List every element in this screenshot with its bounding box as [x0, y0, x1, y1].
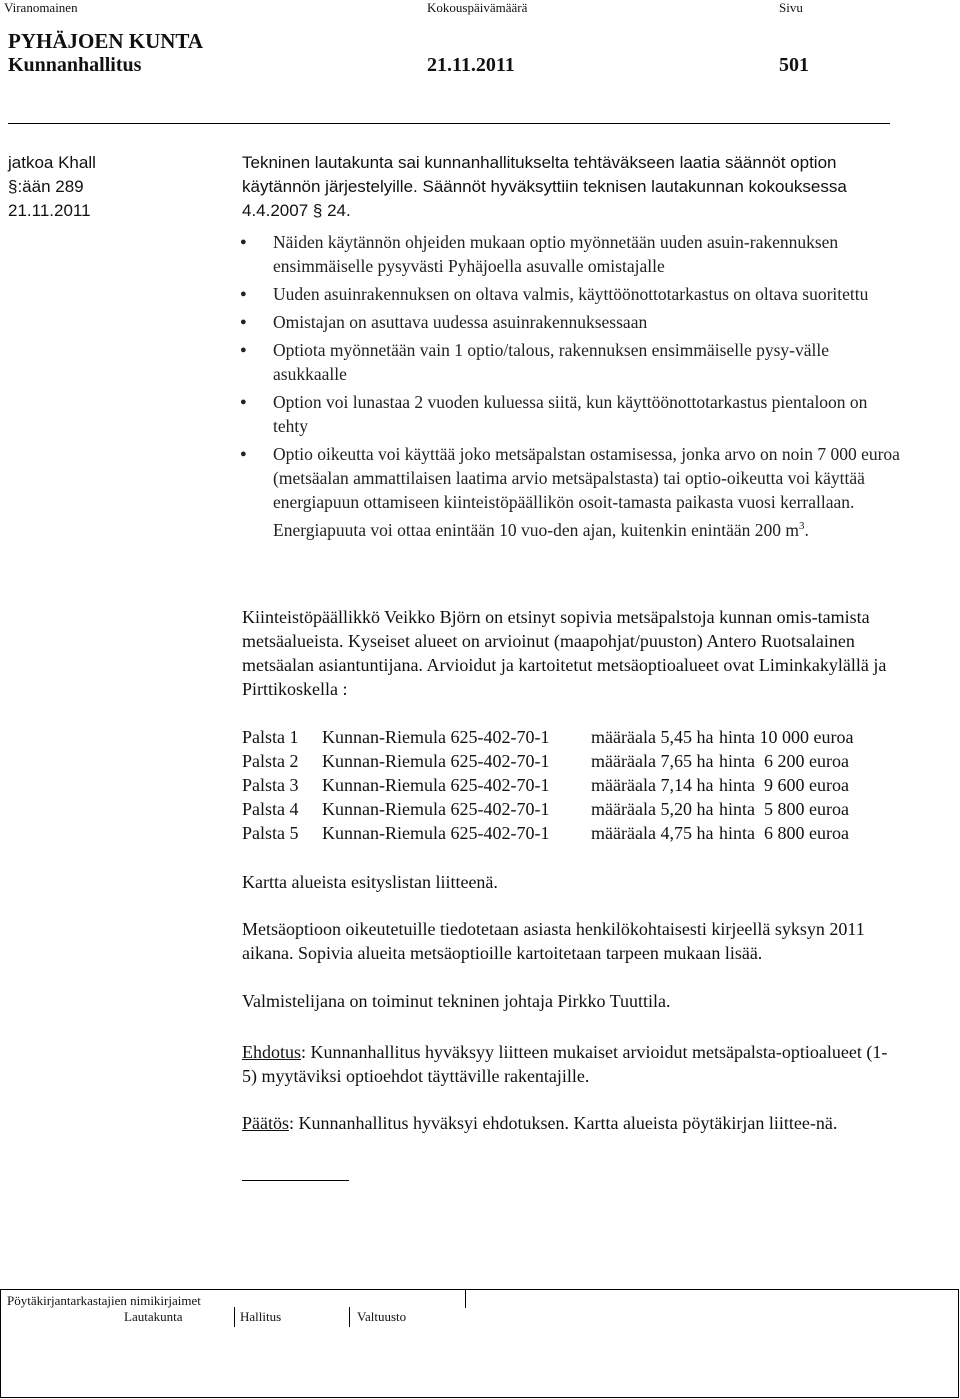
rules-list [240, 230, 900, 546]
rule-item: ● Optiota myönnetään vain 1 optio/talous, rakennuksen ensimmäiselle pysy-välle asukkaalle [240, 338, 900, 386]
plot-area: määräala 7,14 ha [591, 775, 714, 795]
page-number: 501 [779, 54, 809, 76]
table-row [242, 725, 853, 749]
footer-divider [465, 1290, 466, 1308]
label-page: Sivu [779, 0, 803, 15]
plot-area: määräala 5,45 ha [591, 727, 714, 747]
table-row [242, 797, 853, 821]
footer-divider [234, 1307, 235, 1327]
rule-item: ● Näiden käytännön ohjeiden mukaan optio myönnetään uuden asuin-rakennuksen ensimmäiselle pysyvästi Pyhäjoella asuvalle omistajalle [240, 230, 900, 278]
footer-col-council: Valtuusto [357, 1309, 407, 1324]
plot-area: määräala 4,75 ha [591, 823, 714, 843]
notice-paragraph: Metsäoptioon oikeutetuille tiedotetaan asiasta henkilökohtaisesti kirjeellä syksyn 2011 aikana. Sopivia alueita metsäoptioille kartoitetaan tarpeen mukaan lisää. [242, 919, 865, 963]
section-ref-line1: jatkoa Khall [8, 153, 96, 172]
plot-name: Palsta 2 [242, 751, 299, 771]
plot-price: hinta 6 800 euroa [719, 823, 849, 843]
plot-name: Palsta 4 [242, 799, 299, 819]
decision-label: Päätös [242, 1113, 289, 1133]
plot-name: Palsta 3 [242, 775, 299, 795]
plot-name: Palsta 5 [242, 823, 299, 843]
preparer-paragraph: Valmistelijana on toiminut tekninen johtaja Pirkko Tuuttila. [242, 991, 671, 1011]
intro-paragraph [242, 151, 922, 223]
decision-paragraph [242, 1111, 892, 1135]
rule-end: . [804, 519, 809, 540]
label-officer: Viranomainen [4, 0, 78, 15]
plot-area: määräala 7,65 ha [591, 751, 714, 771]
footer-box [0, 1289, 959, 1398]
rule-item: ● Option voi lunastaa 2 vuoden kuluessa siitä, kun käyttöönottotarkastus pientaloon on tehty [240, 390, 900, 438]
proposal-label: Ehdotus [242, 1042, 302, 1062]
footer-title: Pöytäkirjantarkastajien nimikirjaimet [7, 1293, 201, 1308]
rule-item [240, 442, 900, 542]
plot-price: hinta 9 600 euroa [719, 775, 849, 795]
plot-property: Kunnan-Riemula 625-402-70-1 [322, 727, 550, 747]
organization-name: PYHÄJOEN KUNTA [8, 29, 204, 53]
table-row [242, 821, 853, 845]
proposal-text: : Kunnanhallitus hyväksyy liitteen mukaiset arvioidut metsäpalsta-optioalueet (1-5) myytäviksi optioehdot täyttäville rakentajille. [242, 1042, 888, 1086]
intro-line1: Tekninen lautakunta sai kunnanhallitukselta tehtäväkseen laatia säännöt option [242, 153, 837, 172]
footer-divider [349, 1307, 350, 1327]
plot-property: Kunnan-Riemula 625-402-70-1 [322, 823, 550, 843]
footer-col-government: Hallitus [240, 1309, 282, 1324]
survey-paragraph: Kiinteistöpäällikkö Veikko Björn on etsinyt sopivia metsäpalstoja kunnan omis-tamista metsäalueista. Kyseiset alueet on arvioinut (maapohjat/puuston) Antero Ruotsalainen metsäalan asiantuntijana. Arvioidut ja kartoitetut metsäoptioalueet ovat Liminkakylällä ja Pirttikoskella : [242, 607, 887, 699]
decision-text: : Kunnanhallitus hyväksyi ehdotuksen. Kartta alueista pöytäkirjan liittee-nä. [289, 1113, 838, 1133]
table-row [242, 749, 853, 773]
plot-area: määräala 5,20 ha [591, 799, 714, 819]
plot-property: Kunnan-Riemula 625-402-70-1 [322, 775, 550, 795]
label-meeting-date: Kokouspäivämäärä [427, 0, 528, 15]
closing-rule [242, 1180, 349, 1181]
intro-line2: käytännön järjestelyille. Säännöt hyväksyttiin teknisen lautakunnan kokouksessa [242, 177, 847, 196]
map-note: Kartta alueista esityslistan liitteenä. [242, 872, 498, 892]
footer-col-board: Lautakunta [124, 1309, 183, 1324]
plot-price: hinta 6 200 euroa [719, 751, 849, 771]
superscript-3: 3 [798, 520, 805, 532]
section-reference [8, 151, 228, 223]
plot-property: Kunnan-Riemula 625-402-70-1 [322, 751, 550, 771]
rule-item: ● Omistajan on asuttava uudessa asuinrakennuksessaan [240, 310, 900, 334]
section-ref-line3: 21.11.2011 [8, 201, 91, 220]
rule-text: Optio oikeutta voi käyttää joko metsäpalstan ostamisessa, jonka arvo on noin 7 000 euroa (metsäalan ammattilaisen laatima arvio metsäpalstasta) tai optio-oikeutta voi käyttää energiapuun ottamiseen kiinteistöpäällikön osoit-tamasta paikasta vuosi kerrallaan. Energiapuuta voi ottaa enintään 10 vuo-den ajan, kuitenkin enintään 200 m [273, 444, 900, 540]
plot-price: hinta 10 000 euroa [719, 727, 854, 747]
intro-line3: 4.4.2007 § 24. [242, 201, 351, 220]
table-row [242, 773, 853, 797]
plot-property: Kunnan-Riemula 625-402-70-1 [322, 799, 550, 819]
proposal-paragraph [242, 1040, 892, 1088]
section-ref-line2: §:ään 289 [8, 177, 84, 196]
rule-item: ● Uuden asuinrakennuksen on oltava valmis, käyttöönottotarkastus on oltava suoritettu [240, 282, 900, 306]
plots-table [242, 725, 853, 845]
meeting-body: Kunnanhallitus [8, 54, 142, 76]
header-rule [8, 123, 890, 124]
plot-name: Palsta 1 [242, 727, 299, 747]
meeting-date: 21.11.2011 [427, 54, 515, 76]
plot-price: hinta 5 800 euroa [719, 799, 849, 819]
